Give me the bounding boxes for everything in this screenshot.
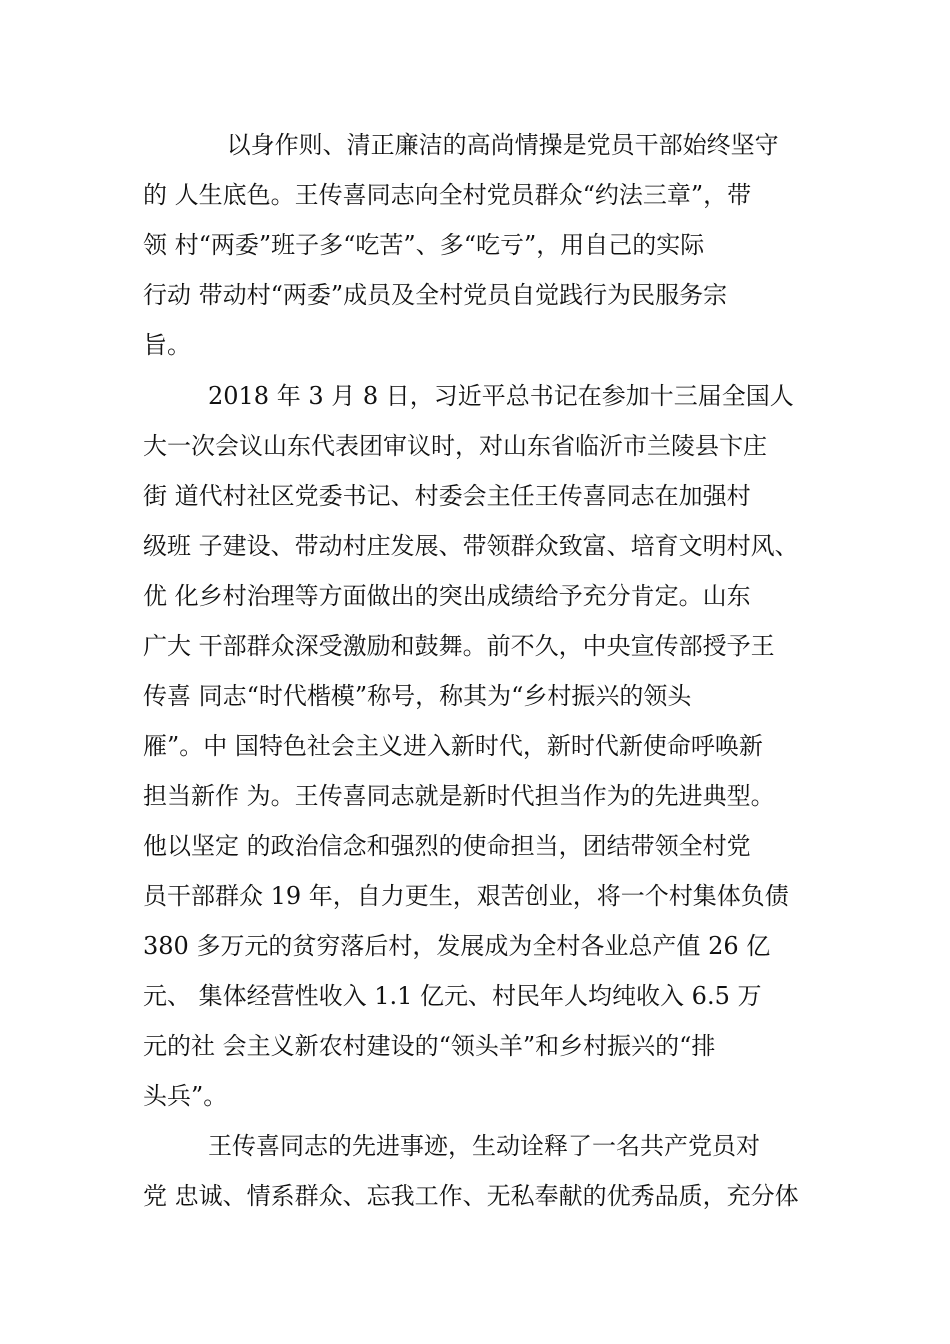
text-line: 员干部群众 19 年，自力更生，艰苦创业，将一个村集体负债 bbox=[143, 882, 789, 910]
text-line: 传喜 同志“时代楷模”称号，称其为“乡村振兴的领头 bbox=[143, 682, 692, 710]
text-line: 大一次会议山东代表团审议时，对山东省临沂市兰陵县卞庄 bbox=[143, 432, 767, 460]
text-line: 党 忠诚、情系群众、忘我工作、无私奉献的优秀品质，充分体 bbox=[143, 1182, 799, 1210]
text-line: 行动 带动村“两委”成员及全村党员自觉践行为民服务宗 bbox=[143, 281, 728, 309]
text-line: 领 村“两委”班子多“吃苦”、多“吃亏”，用自己的实际 bbox=[143, 231, 705, 259]
text-line: 他以坚定 的政治信念和强烈的使命担当，团结带领全村党 bbox=[143, 832, 751, 860]
text-line: 王传喜同志的先进事迹，生动诠释了一名共产党员对 bbox=[208, 1132, 760, 1160]
text-line: 2018 年 3 月 8 日，习近平总书记在参加十三届全国人 bbox=[208, 382, 794, 410]
text-line: 广大 干部群众深受激励和鼓舞。前不久，中央宣传部授予王 bbox=[143, 632, 775, 660]
text-line: 元、 集体经营性收入 1.1 亿元、村民年人均纯收入 6.5 万 bbox=[143, 982, 762, 1010]
text-line: 以身作则、清正廉洁的高尚情操是党员干部始终坚守 bbox=[219, 131, 779, 159]
text-line: 380 多万元的贫穷落后村，发展成为全村各业总产值 26 亿 bbox=[143, 932, 771, 960]
text-line: 优 化乡村治理等方面做出的突出成绩给予充分肯定。山东 bbox=[143, 582, 751, 610]
text-line: 级班 子建设、带动村庄发展、带领群众致富、培育文明村风、 bbox=[143, 532, 799, 560]
text-line: 担当新作 为。王传喜同志就是新时代担当作为的先进典型。 bbox=[143, 782, 775, 810]
text-line: 街 道代村社区党委书记、村委会主任王传喜同志在加强村 bbox=[143, 482, 751, 510]
text-line: 元的社 会主义新农村建设的“领头羊”和乡村振兴的“排 bbox=[143, 1032, 716, 1060]
text-line: 头兵”。 bbox=[143, 1082, 228, 1110]
text-line: 雁”。中 国特色社会主义进入新时代，新时代新使命呼唤新 bbox=[143, 732, 763, 760]
text-line: 的 人生底色。王传喜同志向全村党员群众“约法三章”，带 bbox=[143, 181, 752, 209]
text-line: 旨。 bbox=[143, 331, 191, 359]
